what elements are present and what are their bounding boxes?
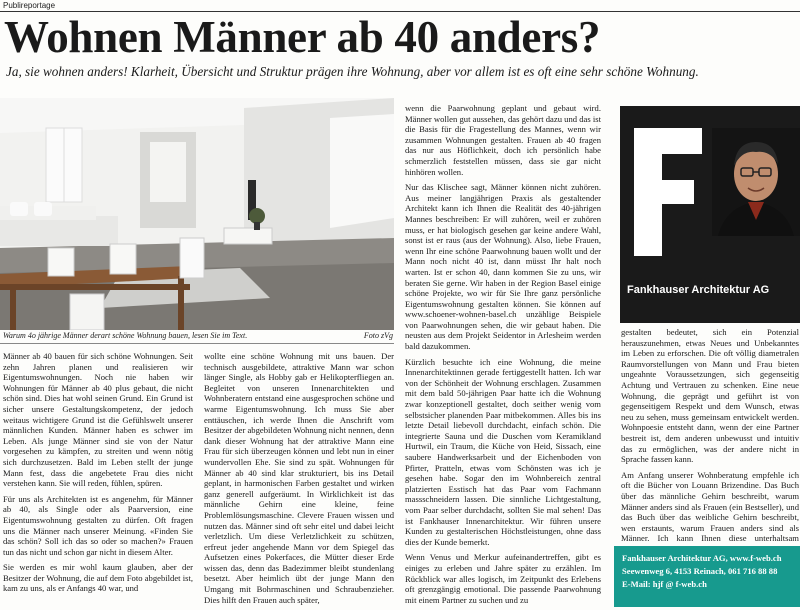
paragraph: Sie werden es mir wohl kaum glauben, aber der Besitzer der Wohnung, die auf dem Foto abgebildet ist, kam zu uns, als er Anfangs 40 war, und <box>3 562 193 594</box>
article-column-4 <box>621 327 799 559</box>
paragraph: wenn die Paarwohnung geplant und gebaut wird. Männer wollen gut aussehen, das gehört dazu und das ist die Basis für die Fragestellung des Mannes, wenn wir zusammen Wohnungen gestalten. Frauen ab 40 fragen das nur aus Höflichkeit, doch ich persönlich habe schmerzlich feststellen müssen, dass sie gar nicht hinhören wollen. <box>405 103 601 177</box>
article-column-2 <box>204 351 394 610</box>
article-column-1 <box>3 351 193 599</box>
caption-text: Warum 4o jährige Männer derart schöne Wohnung bauen, lesen Sie im Text. <box>3 331 248 340</box>
paragraph: Männer ab 40 bauen für sich schöne Wohnungen. Seit zehn Jahren planen und realisieren wir Eigentumswohnungen. Noch nie haben wir Wohnungen für Männer ab 40 plus gebaut, die nicht schön sind. Dies hat wohl seinen Grund. Ein Grund ist sicher unsere Gestaltungskompetenz, der jedoch weitaus wichtigere Grund ist die Gefühlswelt unserer männlichen Kunden. Männer haben es schwer im Leben. Als junge Männer sind sie von der Natur vorgesehen zu kämpfen, zu streiten und wenn nötig sich durchzusetzen. Bald im Leben stellt der junge Mann fest, dass die angebetete Frau dies nicht verstehen kann. Sie will reden, fühlen, spüren. <box>3 351 193 489</box>
subline: Ja, sie wohnen anders! Klarheit, Übersicht und Struktur prägen ihre Wohnung, aber vor allem ist es oft eine sehr schöne Wohnung. <box>6 64 699 79</box>
paragraph: Nur das Klischee sagt, Männer können nicht zuhören. Aus meiner langjährigen Praxis als gestaltender Architekt kann ich Ihnen die Realität des 40-jährigen Mannes beschreiben: Er will zuhören, weil er zuhören muss, er hat biologisch gesehen gar keine andere Wahl, sonst ist er raus (aus der Wohnung). Also, liebe Frauen, wenn Ihr eine schöne Paarwohnung bauen wollt und der Mann noch nicht 40 ist, dann müsst Ihr halt noch warten. Ist er schon 40, dann kommen Sie zu uns, wir beraten Sie gerne. Wir haben in der Region Basel einige schöne Projekte, wo wir für Sie Ihre ganz persönliche Eigentumswohnung gestalten können. Sie können auf www.schoener-wohnen-basel.ch unzählige Beispiele von Paarwohnungen sehen, die wir gebaut haben. Die neusten aus dem Projekt Seidentor in Arlesheim werden bald dazukommen. <box>405 182 601 352</box>
contact-box <box>614 546 800 607</box>
headline: Wohnen Männer ab 40 anders? <box>4 12 601 62</box>
architect-portrait <box>712 128 800 236</box>
company-name: Fankhauser Architektur AG <box>627 284 770 296</box>
contact-line: Seewenweg 6, 4153 Reinach, 061 716 88 88 <box>622 566 778 576</box>
contact-line: Fankhauser Architektur AG, www.f-web.ch <box>622 553 782 563</box>
article-column-3 <box>405 103 601 610</box>
paragraph: Kürzlich besuchte ich eine Wohnung, die meine Innenarchitektinnen gerade fertiggestellt hatten. Ich war von der Schönheit der Wohnung erschlagen. Zusammen mit dem bald 50-jährigen Paar hatte ich die Wohnung zwar konzeptionell gestaltet, doch seither wenig vom selbstsicher planenden Paar mitbekommen. Alles bis ins letzte Detail liebevoll durchdacht, einfach schön. Die integrierte Sauna und die Duschen vom Keramikland Hurtwil, ein Traum, die Küche von Heid, Sissach, eine saubere Handwerksarbeit und der Eichenboden von Pfirter, Pratteln, etwas vom Schönsten was ich je gesehen habe. Sogar den im Wohnbereich zentral platzierten Esstisch hat das Paar vom Fachmann massschneidern lassen. Die sinnliche Lichtgestaltung, vom Paar selber durchdacht, sollten Sie mal sehen! Das ist Fankhauser Innenarchitektur. Wir führen unsere Kunden zu gestalterischen Höchstleistungen, ohne dass dies der Kunde bemerkt. <box>405 356 601 547</box>
contact-email: E-Mail: hjf @ f-web.ch <box>622 579 707 589</box>
kicker-label: Publireportage <box>3 1 56 10</box>
photo-credit: Foto zVg <box>363 331 393 340</box>
photo-caption <box>3 331 393 340</box>
paragraph: wollte eine schöne Wohnung mit uns bauen. Der technisch ausgebildete, attraktive Mann war schon länger Single, als Hobby gab er Helikopterfliegen an. Begleitet von unseren Innenarchitekten und Wohnberatern entstand eine ausgesprochen schöne und warme Eigentumswohnung. Ich muss Sie aber enttäuschen, ich werde Ihnen die Anschrift vom Besitzer der abgebildeten Wohnung nicht nennen, denn dank dieser Wohnung hat der attraktive Mann eine Frau für sich überzeugen können und lebt nun in einer wundervollen Ehe. Sie sind zu spät. Wohnungen für Männer ab 40 sind klar strukturiert, bis ins Detail geplant, in harmonischen Farben gestaltet und wirken ganz generell aufgeräumt. In Wirklichkeit ist das männliche Gehirn eine kleine, feine Problemlösungsmaschine. Clevere Frauen wissen und nutzen das. Männer sind oft sehr eitel und dabei leicht verletzlich. Um diese Verletzlichkeit zu schützen, erfreut jeder angehende Mann vor dem Spiegel das Aufsetzen eines Pokerfaces, die Mütter dieser Erde wissen das, denn das Badezimmer bleibt stundenlang besetzt. Aber heimlich übt der junge Mann den Umgang mit Bohrmaschinen und Schraubenzieher. Dies hilft den Frauen auch später, <box>204 351 394 605</box>
interior-photo <box>0 98 394 330</box>
paragraph: Am Anfang unserer Wohnberatung empfehle ich oft die Bücher von Louann Brizendine. Das Buch über das männliche Gehirn beschreibt, warum Männer anders sind als Frauen (ein Bestseller), und das Buch über das weibliche Gehirn beschreibt, wen erstaunts, warum Frauen anders sind als Männer. Ich kann Ihnen diese unterhaltsam <box>621 469 799 544</box>
caption-rule <box>0 343 394 344</box>
paragraph: Für uns als Architekten ist es angenehm, für Männer ab 40, als Single oder als Paarversion, eine Eigentumswohnung gestalten zu dürfen. Oft fragen uns die Männer nach unserer Meinung. «Finden Sie das schön? Soll ich das so oder so machen?» Frauen tun das nicht und schon gar nicht in diesem Alter. <box>3 493 193 557</box>
paragraph: Wenn Venus und Merkur aufeinandertreffen, gibt es einiges zu erleben und Jahre später zu erzählen. Im Rückblick war alles logisch, im Zeitpunkt des Erlebens oft grenzgängig emotional. Die passende Paarwohnung mit einem Partner zu suchen und zu <box>405 552 601 605</box>
paragraph: gestalten bedeutet, sich ein Potenzial herauszunehmen, etwas Neues und Unbekanntes im Leben zu erforschen. Die oft völlig diametralen Raumvorstellungen von Mann und Frau bieten ungeahnte Voraussetzungen, sich gegenseitig Achtung und Vertrauen zu schenken. Eine neue Wohnung, die geprägt und geführt ist von gegenseitigem Respekt und dem Wunsch, etwas neu zu sehen, muss gemeinsam entwickelt werden. Wohnpoesie entsteht dann, wenn der eine Partner bestreit ist, dem anderen unbewusst und intuitiv das zu ermöglichen, was der andere nicht in Sprache fassen kann. <box>621 327 799 465</box>
